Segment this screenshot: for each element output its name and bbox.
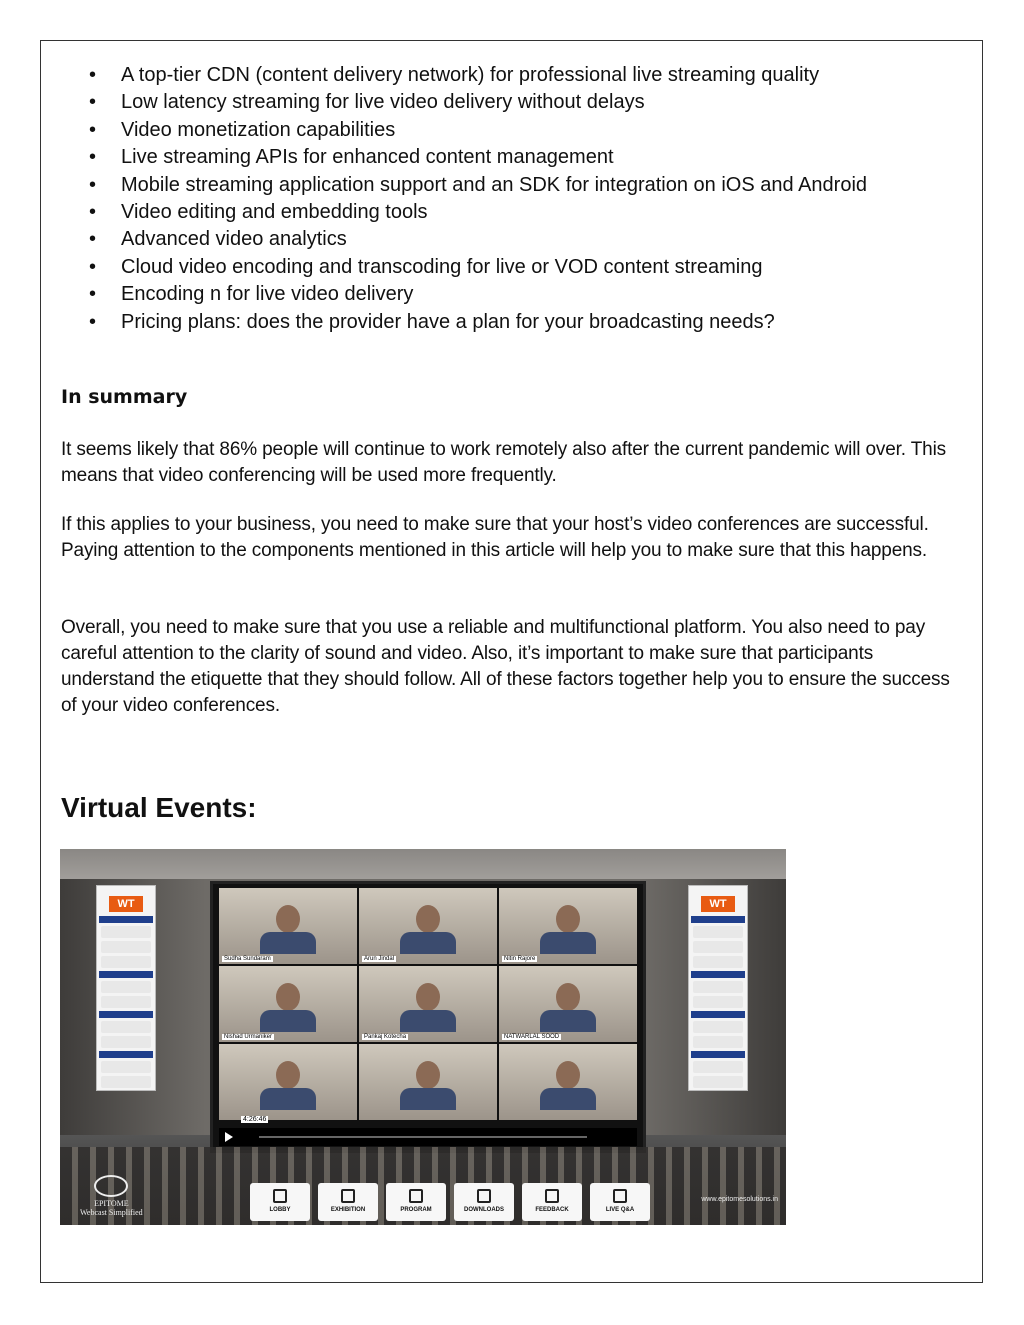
feature-bullet-list <box>90 62 950 336</box>
speaker-name: Nishad Urmaniker <box>224 1034 273 1040</box>
video-player-controls <box>219 1116 637 1146</box>
speaker-tile <box>359 1044 497 1120</box>
nav-exhibition: EXHIBITION <box>318 1183 378 1221</box>
progress-track <box>259 1136 587 1138</box>
bullet-item: • Pricing plans: does the provider have a plan for your broadcasting needs? <box>90 309 950 336</box>
lobby-icon <box>273 1189 287 1203</box>
nav-lobby: LOBBY <box>250 1183 310 1221</box>
bullet-item: • Mobile streaming application support and an SDK for integration on iOS and Android <box>90 172 950 199</box>
speaker-tile <box>359 888 497 964</box>
nav-feedback: FEEDBACK <box>522 1183 582 1221</box>
speaker-tile <box>499 1044 637 1120</box>
speaker-tile <box>499 888 637 964</box>
exhibition-icon <box>341 1189 355 1203</box>
speaker-tile <box>359 966 497 1042</box>
bullet-item: • Live streaming APIs for enhanced content management <box>90 144 950 171</box>
bullet-item: • Advanced video analytics <box>90 226 950 253</box>
bullet-item: • Cloud video encoding and transcoding for live or VOD content streaming <box>90 254 950 281</box>
nav-program: PROGRAM <box>386 1183 446 1221</box>
bullet-item: • Low latency streaming for live video delivery without delays <box>90 89 950 116</box>
bullet-item: • A top-tier CDN (content delivery network) for professional live streaming quality <box>90 62 950 89</box>
player-time: 4:26:46 <box>243 1116 267 1123</box>
play-icon <box>225 1132 233 1142</box>
speaker-tile <box>219 966 357 1042</box>
program-icon <box>409 1189 423 1203</box>
speaker-tile <box>219 888 357 964</box>
speaker-name: Sudha Sundaram <box>224 956 271 962</box>
download-icon <box>477 1189 491 1203</box>
speaker-name: Arun Jindal <box>364 956 395 962</box>
video-conference-screen <box>210 881 646 1153</box>
speaker-tile <box>219 1044 357 1120</box>
epitome-logo-icon <box>94 1175 128 1197</box>
speaker-tile <box>499 966 637 1042</box>
virtual-event-screenshot <box>60 849 786 1225</box>
sponsor-banner-right <box>688 885 748 1091</box>
wt-logo: WT <box>701 896 735 912</box>
wt-logo: WT <box>109 896 143 912</box>
nav-downloads: DOWNLOADS <box>454 1183 514 1221</box>
nav-live-qa: LIVE Q&A <box>590 1183 650 1221</box>
virtual-events-heading: Virtual Events: <box>61 792 257 823</box>
sponsor-banner-left <box>96 885 156 1091</box>
speaker-name: NATWARLAL SOOD <box>504 1034 560 1040</box>
epitome-logo <box>80 1175 143 1217</box>
summary-paragraph-2: If this applies to your business, you need to make sure that your host’s video conferences are successful. Paying attention to the components mentioned in this article will help you to make sure that this happens. <box>61 514 929 561</box>
question-icon <box>613 1189 627 1203</box>
website-url: www.epitomesolutions.in <box>701 1196 778 1203</box>
feedback-icon <box>545 1189 559 1203</box>
logo-text: EPITOME <box>94 1199 129 1208</box>
speaker-name: Pankaj Kotecha <box>364 1034 407 1040</box>
speaker-name: Nitin Rajore <box>504 956 536 962</box>
bullet-item: • Video editing and embedding tools <box>90 199 950 226</box>
summary-paragraph-1: It seems likely that 86% people will continue to work remotely also after the current pandemic will over. This means that video conferencing will be used more frequently. <box>61 439 947 486</box>
summary-heading: In summary <box>61 386 188 408</box>
bullet-item: • Video monetization capabilities <box>90 117 950 144</box>
speaker-grid <box>219 888 637 1120</box>
logo-tagline: Webcast Simplified <box>80 1208 143 1217</box>
bullet-item: • Encoding n for live video delivery <box>90 281 950 308</box>
event-navigation <box>250 1183 650 1221</box>
summary-paragraph-3: Overall, you need to make sure that you use a reliable and multifunctional platform. You also need to pay careful attention to the clarity of sound and video. Also, it’s important to make sure that participants understand the etiquette that they should follow. All of these factors together help you to ensure the success of your video conferences. <box>61 617 950 716</box>
